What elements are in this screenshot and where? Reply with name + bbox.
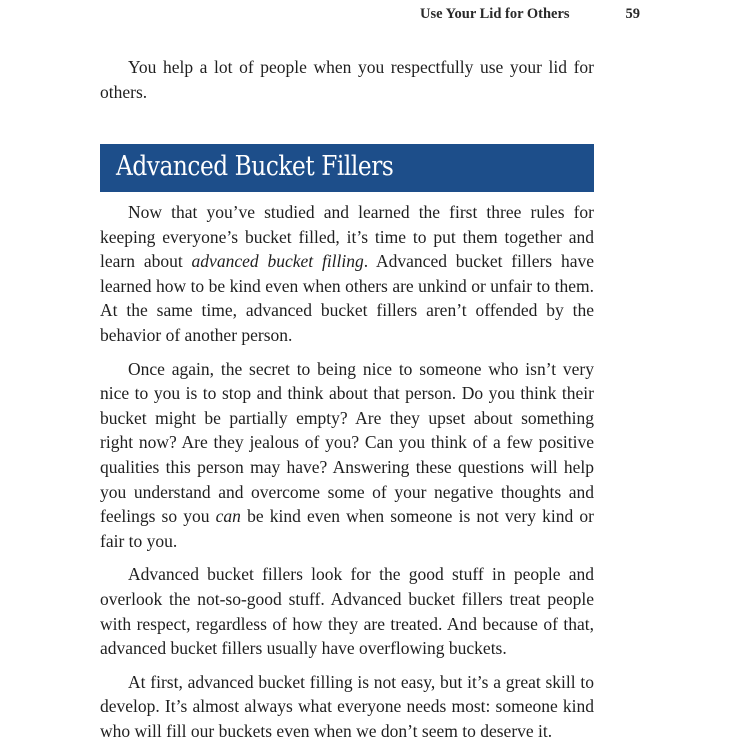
paragraph-3: Advanced bucket fillers look for the good stuff in people and overlook the not-so-good stuff. Advanced bucket fillers treat people with respect, regardless of how they are treated. And because of that, advanced bucket fillers usually have overflowing buckets. [100, 564, 594, 659]
paragraph-4: At first, advanced bucket filling is not easy, but it’s a great skill to develop. It’s almost always what everyone needs most: someone kind who will fill our buckets even when we don’t seem to deserve it. [100, 671, 594, 741]
paragraph-1-part-a: Now that you’ve studied and learned the first three rules for keeping everyone’s bucket filled, it’s time to put them together and learn about [100, 202, 594, 272]
paragraph-1 [100, 200, 594, 348]
paragraph-2 [100, 357, 594, 554]
paragraph-2-part-b: be kind even when someone is not very kind or fair to you. [100, 506, 594, 551]
intro-text [100, 55, 594, 113]
paragraph-1-part-b: . Advanced bucket fillers have learned how to be kind even when others are unkind or unfair to them. At the same time, advanced bucket fillers aren’t offended by the behavior of another person. [100, 251, 594, 345]
running-title: Use Your Lid for Others [420, 6, 570, 22]
section-title: Advanced Bucket Fillers [116, 151, 394, 182]
paragraph-1-emphasis: advanced bucket filling [191, 251, 364, 272]
paragraph-2-part-a: Once again, the secret to being nice to someone who isn’t very nice to you is to stop and think about that person. Do you think their bucket might be partially empty? Are they upset about something right now? Are they jealous of you? Can you think of a few positive qualities this person may have? Answering these questions will help you understand and overcome some of your negative thoughts and feelings so you [100, 358, 594, 527]
paragraph-2-emphasis: can [215, 506, 241, 527]
section-body [100, 200, 594, 752]
intro-paragraph: You help a lot of people when you respectfully use your lid for others. [100, 57, 594, 102]
running-header [420, 6, 640, 23]
page-number: 59 [625, 6, 640, 22]
section-banner [100, 144, 594, 192]
